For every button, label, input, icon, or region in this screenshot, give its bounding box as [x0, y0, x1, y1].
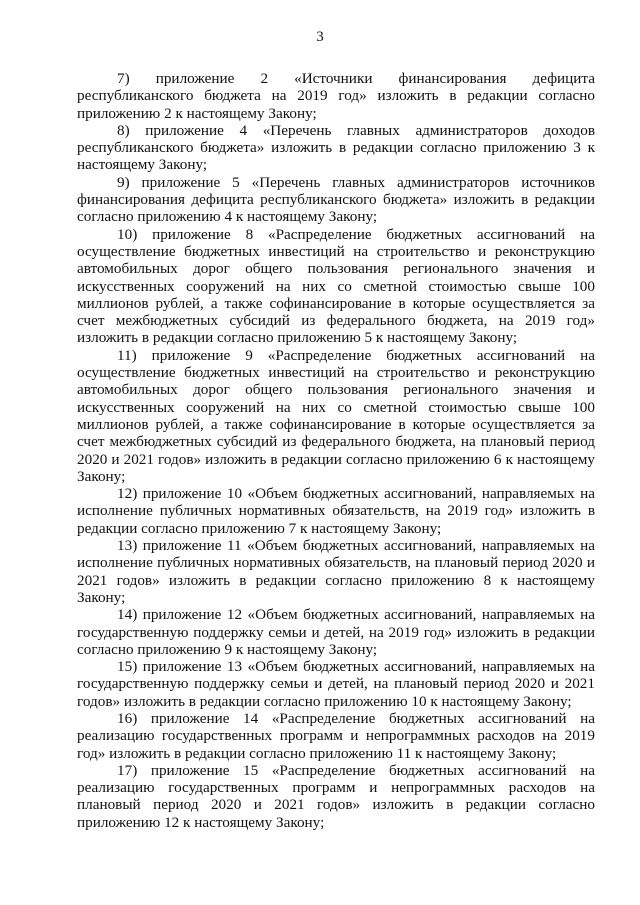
paragraph-item-8: 8) приложение 4 «Перечень главных администраторов доходов республиканского бюджета» изложить в редакции согласно приложению 3 к настоящему Закону;	[77, 121, 595, 174]
paragraph-item-17: 17) приложение 15 «Распределение бюджетных ассигнований на реализацию государственных программ и непрограммных расходов на плановый период 2020 и 2021 годов» изложить в редакции согласно приложению 12 к настоящему Закону;	[77, 761, 595, 831]
page-number: 3	[316, 29, 324, 45]
paragraph-item-15: 15) приложение 13 «Объем бюджетных ассигнований, направляемых на государственную поддержку семьи и детей, на плановый период 2020 и 2021 годов» изложить в редакции согласно приложению 10 к настоящему Закону;	[77, 658, 595, 710]
paragraph-item-14: 14) приложение 12 «Объем бюджетных ассигнований, направляемых на государственную поддержку семьи и детей, на 2019 год» изложить в редакции согласно приложению 9 к настоящему Закону;	[77, 606, 595, 658]
paragraph-item-7: 7) приложение 2 «Источники финансирования дефицита республиканского бюджета на 2019 год» изложить в редакции согласно приложению 2 к настоящему Закону;	[77, 70, 595, 122]
paragraph-item-13: 13) приложение 11 «Объем бюджетных ассигнований, направляемых на исполнение публичных нормативных обязательств, на плановый период 2020 и 2021 годов» изложить в редакции согласно приложению 8 к настоящему Закону;	[77, 537, 595, 606]
paragraph-item-10: 10) приложение 8 «Распределение бюджетных ассигнований на осуществление бюджетных инвестиций на строительство и реконструкцию автомобильных дорог общего пользования регионального значения и искусственных сооружений на них со сметной стоимостью свыше 100 миллионов рублей, а также софинансирование в которые осуществляется за счет межбюджетных субсидий из федерального бюджета, на 2019 год» изложить в редакции согласно приложению 5 к настоящему Закону;	[77, 225, 595, 347]
paragraph-item-12: 12) приложение 10 «Объем бюджетных ассигнований, направляемых на исполнение публичных нормативных обязательств, на 2019 год» изложить в редакции согласно приложению 7 к настоящему Закону;	[77, 485, 595, 537]
paragraph-item-11: 11) приложение 9 «Распределение бюджетных ассигнований на осуществление бюджетных инвестиций на строительство и реконструкцию автомобильных дорог общего пользования регионального значения и искусственных сооружений на них со сметной стоимостью свыше 100 миллионов рублей, а также софинансирование в которые осуществляется за счет межбюджетных субсидий из федерального бюджета, на плановый период 2020 и 2021 годов» изложить в редакции согласно приложению 6 к настоящему Закону;	[77, 346, 595, 485]
paragraph-item-9: 9) приложение 5 «Перечень главных администраторов источников финансирования дефицита республиканского бюджета» изложить в редакции согласно приложению 4 к настоящему Закону;	[77, 173, 595, 226]
document-body	[77, 70, 595, 831]
paragraph-item-16: 16) приложение 14 «Распределение бюджетных ассигнований на реализацию государственных программ и непрограммных расходов на 2019 год» изложить в редакции согласно приложению 11 к настоящему Закону;	[77, 709, 595, 762]
